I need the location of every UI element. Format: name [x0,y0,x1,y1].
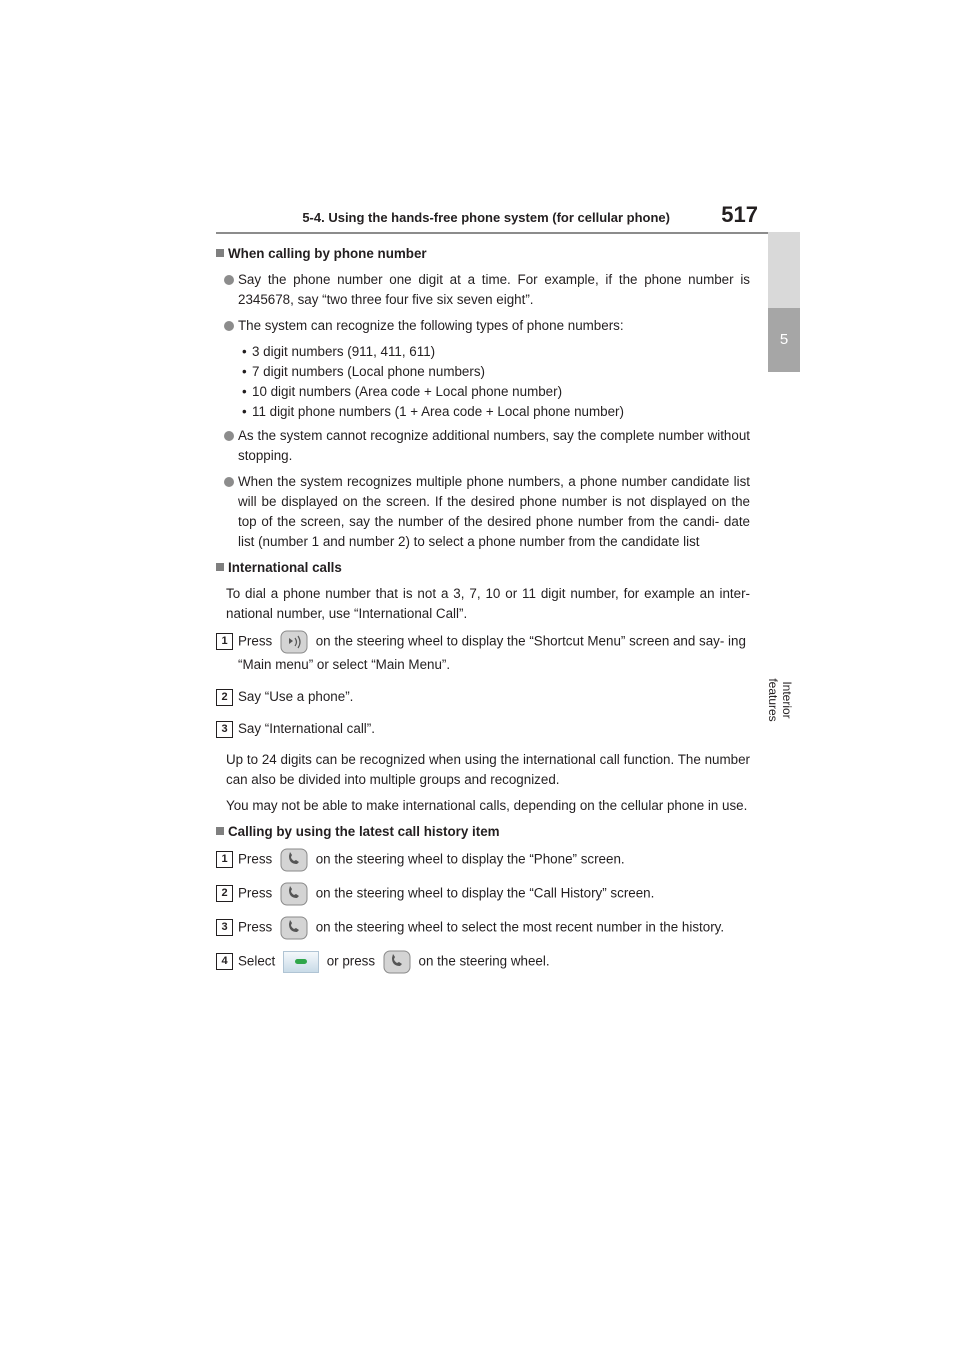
step-item: 1 Press on the steering wheel to display the “Phone” screen. [216,848,750,872]
bullet-dot-icon [224,275,234,285]
step-number: 2 [216,885,233,902]
chapter-number: 5 [768,308,800,372]
step-item: 2 Say “Use a phone”. [216,686,750,708]
bullet-dot-icon [224,321,234,331]
bullet-dot-icon [224,431,234,441]
page-number: 517 [721,202,758,227]
step-number: 2 [216,689,233,706]
call-button-icon [283,951,319,973]
step-number: 3 [216,919,233,936]
step-number: 1 [216,633,233,650]
section-heading-call-history: Calling by using the latest call history item [216,822,750,842]
square-marker-icon [216,563,224,571]
paragraph: Up to 24 digits can be recognized when using the international call function. The number can also be divided into multiple groups and recognized. [226,752,750,787]
step-number: 1 [216,851,233,868]
talk-switch-icon [280,630,308,654]
intro-paragraph: To dial a phone number that is not a 3, 7, 10 or 11 digit number, for example an inter- national number, use “International Call”. [226,586,750,621]
step-number: 3 [216,721,233,738]
bullet-dot-icon [224,477,234,487]
bullet-item: Say the phone number one digit at a time. For example, if the phone number is 2345678, say “two three four five six seven eight”. [216,270,750,310]
paragraph: You may not be able to make international calls, depending on the cellular phone in use. [226,798,748,813]
off-hook-switch-icon [280,882,308,906]
sub-item: • 3 digit numbers (911, 411, 611) [216,342,750,362]
header-rule [216,232,800,234]
step-item: 4 Select or press on the steering wheel. [216,950,750,974]
step-number: 4 [216,953,233,970]
sub-item: • 11 digit phone numbers (1 + Area code + Local phone number) [216,402,750,422]
page-header [216,204,800,234]
section-heading-international: International calls [216,558,750,578]
sub-item: • 7 digit numbers (Local phone numbers) [216,362,750,382]
step-item: 1 Press on the steering wheel to display the “Shortcut Menu” screen and say- ing “Main menu” or select “Main Menu”. [216,630,750,676]
step-item: 3 Press on the steering wheel to select the most recent number in the history. [216,916,750,940]
sub-item: • 10 digit numbers (Area code + Local phone number) [216,382,750,402]
off-hook-switch-icon [383,950,411,974]
bullet-item: The system can recognize the following types of phone numbers: [216,316,750,336]
page-content [216,244,750,984]
bullet-item: As the system cannot recognize additional numbers, say the complete number without stopping. [216,426,750,466]
section-heading-phone-number: When calling by phone number [216,244,750,264]
square-marker-icon [216,249,224,257]
square-marker-icon [216,827,224,835]
side-tab [768,232,800,308]
off-hook-switch-icon [280,848,308,872]
step-item: 3 Say “International call”. [216,718,750,740]
off-hook-switch-icon [280,916,308,940]
bullet-item: When the system recognizes multiple phone numbers, a phone number candidate list will be displayed on the screen. If the desired phone number is not displayed on the top of the screen, say the number of the desired phone number from the candi- date list (number 1 and number 2) to select a phone number from the candidate list [216,472,750,552]
header-title: 5-4. Using the hands-free phone system (for cellular phone) [302,210,670,225]
step-item: 2 Press on the steering wheel to display the “Call History” screen. [216,882,750,906]
chapter-label: Interior features [766,678,794,722]
